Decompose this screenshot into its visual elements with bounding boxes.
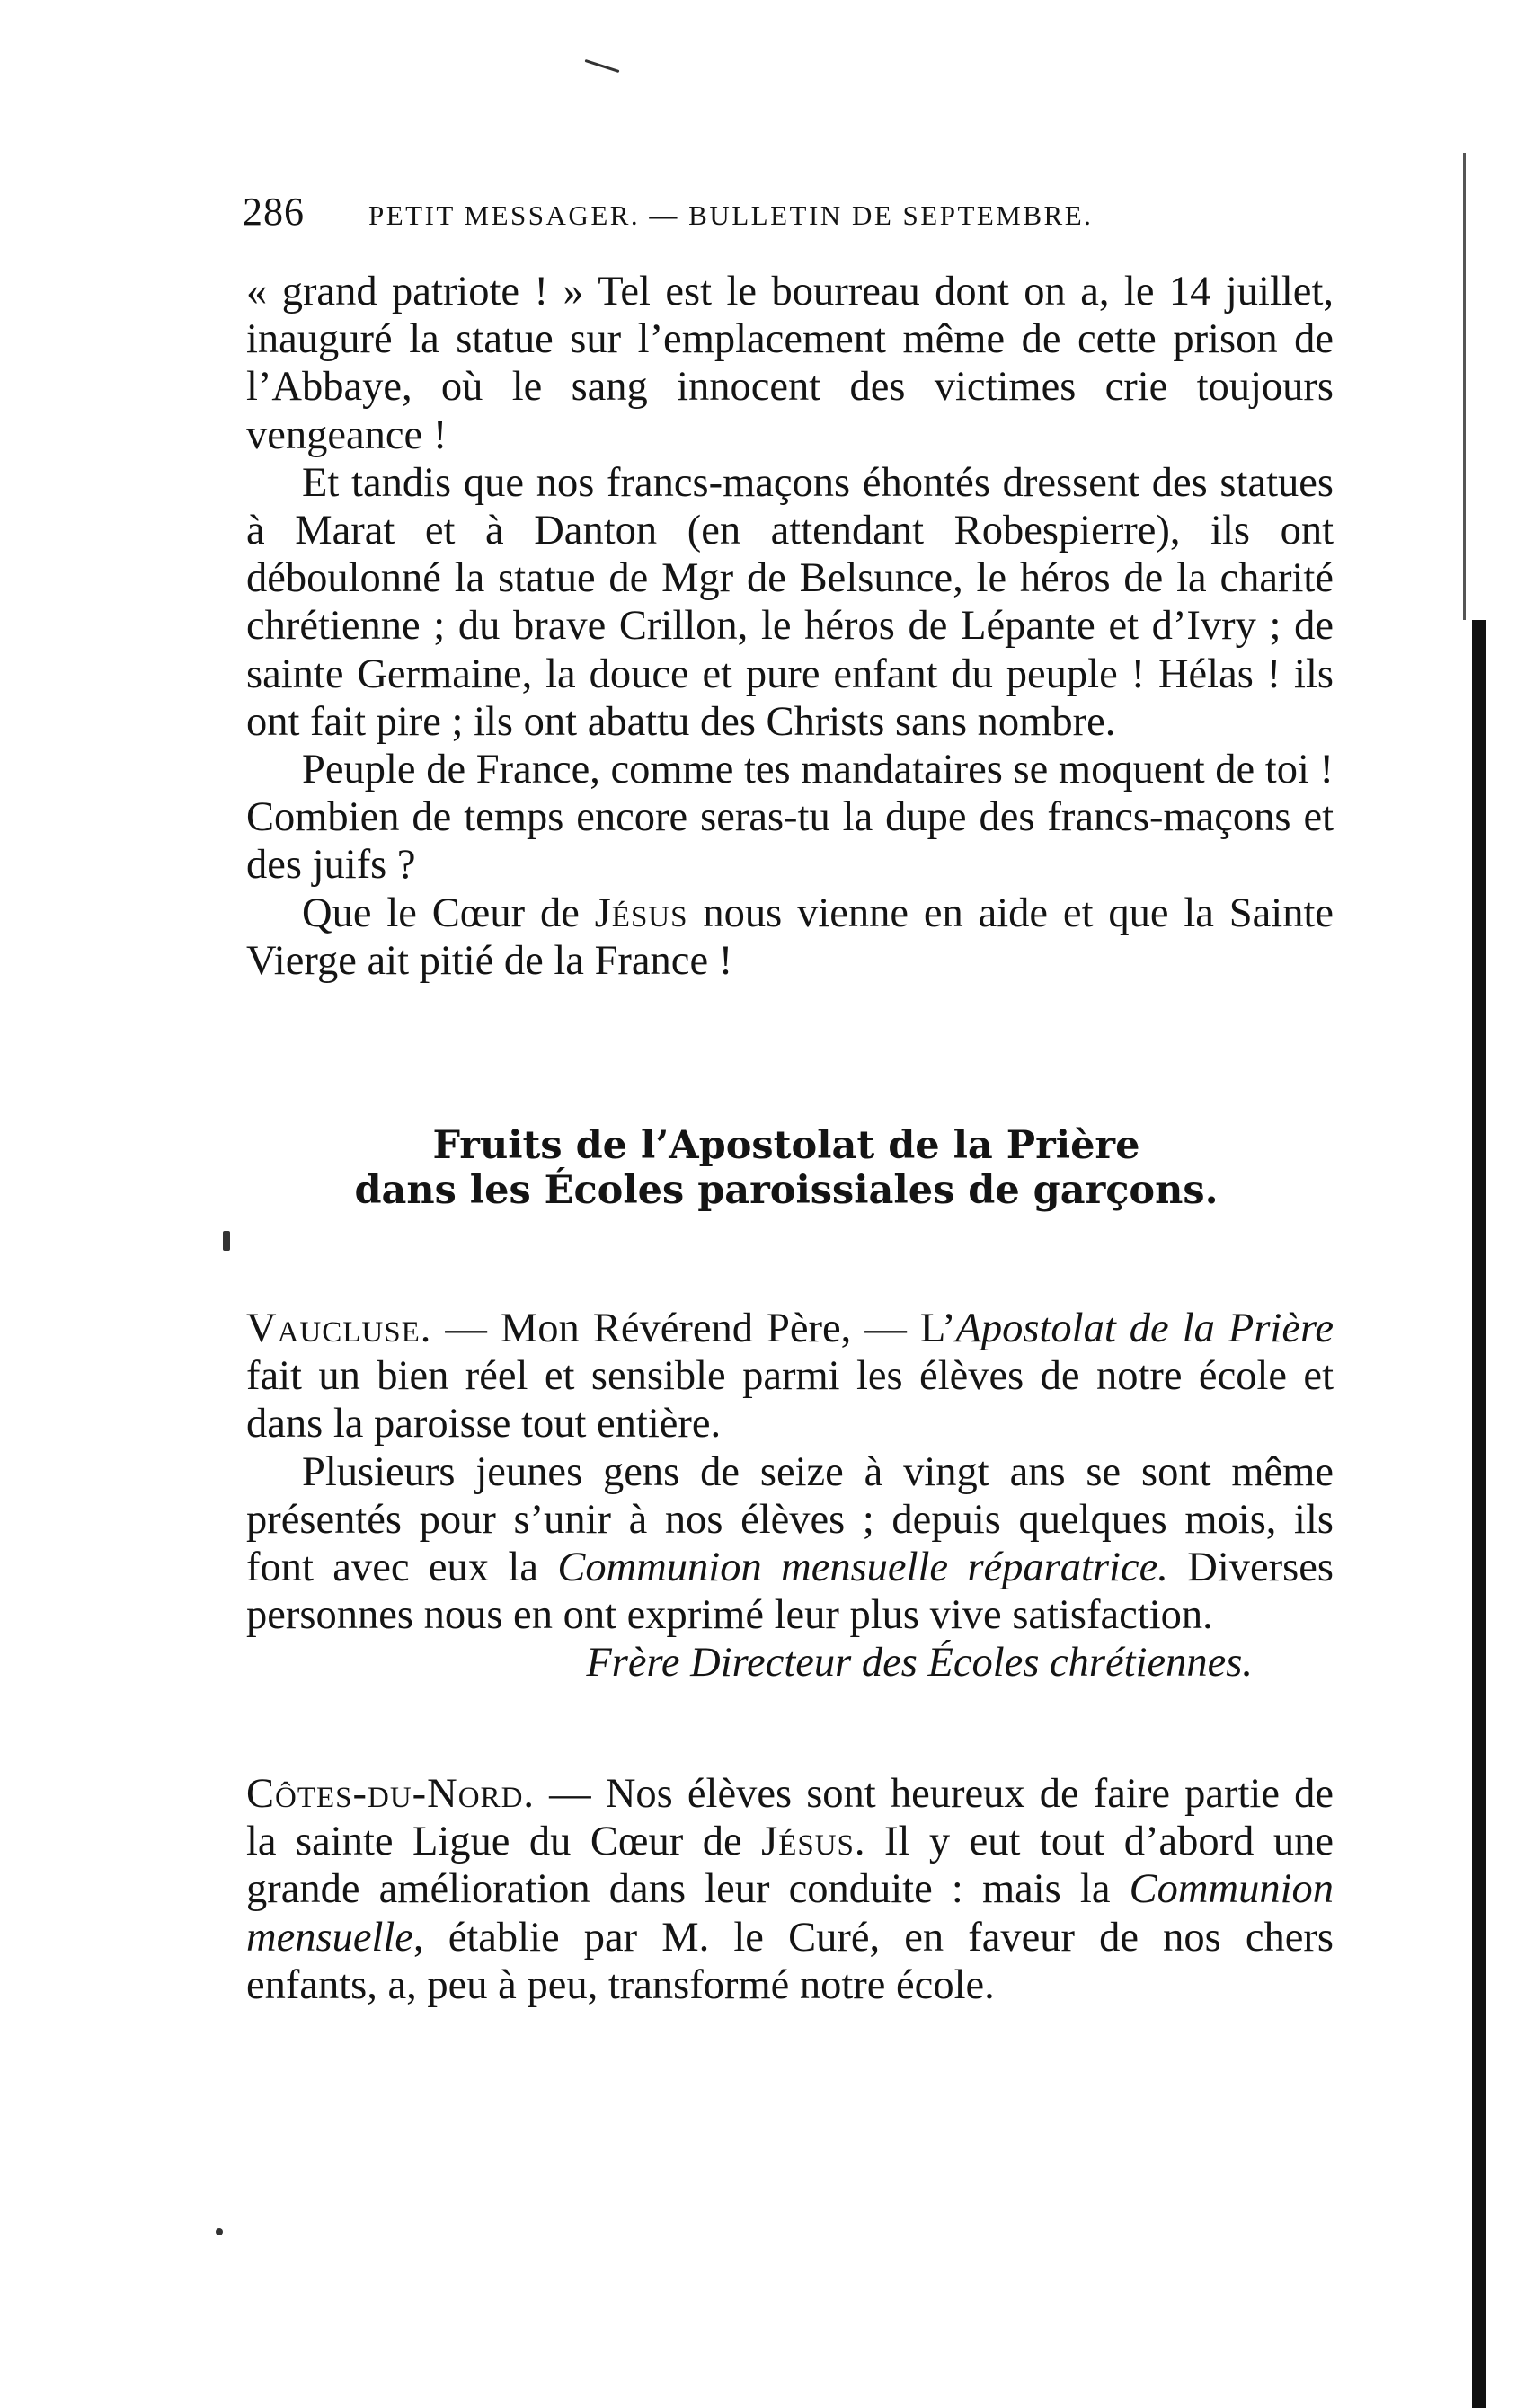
place-cotes-du-nord: Côtes-du-Nord.	[246, 1771, 536, 1817]
signature: Frère Directeur des Écoles chrétiennes.	[586, 1640, 1253, 1686]
vaucluse-text-3: Plusieurs jeunes gens de seize à vingt ans se sont même présentés pour s’unir à nos élèves ; depuis quelques mois, ils font avec eux la	[246, 1448, 1334, 1591]
running-title: PETIT MESSAGER. — BULLETIN DE SEPTEMBRE.	[368, 199, 1094, 231]
cotes-text-2: . Il y eut tout d’abord une grande amélioration dans leur conduite : mais la	[246, 1819, 1334, 1913]
vaucluse-paragraph-1	[246, 1305, 1334, 1448]
paragraph-4-end: nous vienne en aide et que la Sainte Vierge ait pitié de la France !	[246, 890, 1334, 984]
paragraph-3: Peuple de France, comme tes mandataires se moquent de toi ! Combien de temps encore seras-tu la dupe des francs-maçons et des juifs ?	[246, 747, 1334, 889]
vaucluse-paragraph-2	[246, 1448, 1334, 1640]
section-heading-line-1: Fruits de l’Apostolat de la Prière	[432, 1123, 1140, 1168]
scan-speck	[216, 2228, 223, 2235]
section-heading	[243, 1123, 1330, 1213]
paragraph-2: Et tandis que nos francs-maçons éhontés dressent des statues à Marat et à Danton (en attendant Robespierre), ils ont déboulonné la statue de Mgr de Belsunce, le héros de la charité chrétienne ; du brave Crillon, le héros de Lépante et d’Ivry ; de sainte Germaine, la douce et pure enfant du peuple ! Hélas ! ils ont fait pire ; ils ont abattu des Christs sans nombre.	[246, 459, 1334, 745]
vaucluse-text-2: fait un bien réel et sensible parmi les élèves de notre école et dans la paroisse tout entière.	[246, 1353, 1334, 1447]
cotes-emphasis: Communion mensuelle	[246, 1866, 1334, 1961]
vaucluse-emphasis-2: Communion mensuelle réparatrice.	[557, 1545, 1168, 1591]
scan-speck	[223, 1231, 230, 1251]
name-jesus: Jésus	[594, 890, 688, 936]
article-text	[246, 268, 1334, 985]
paragraph-4-start: Que le Cœur de	[302, 890, 595, 936]
letter-cotes-du-nord	[246, 1770, 1334, 2009]
vaucluse-text-1: — Mon Révérend Père, — L’	[431, 1306, 956, 1351]
letter-vaucluse	[246, 1305, 1334, 1687]
page-number: 286	[243, 190, 305, 234]
vaucluse-text-4: Diverses personnes nous en ont exprimé leur plus vive satisfaction.	[246, 1545, 1334, 1639]
paragraph-1: « grand patriote ! » Tel est le bourreau dont on a, le 14 juillet, inauguré la statue sur l’emplacement même de cette prison de l’Abbaye, où le sang innocent des victimes crie toujours vengeance !	[246, 269, 1334, 458]
scan-edge-shadow-top	[1463, 153, 1466, 620]
name-jesus-2: Jésus	[761, 1819, 855, 1865]
scan-speck	[585, 59, 620, 73]
paragraph-4	[246, 890, 1334, 985]
page-header	[243, 189, 1330, 243]
cotes-paragraph	[246, 1770, 1334, 2009]
section-heading-line-2: dans les Écoles paroissiales de garçons.	[354, 1168, 1219, 1213]
scan-edge-shadow	[1472, 620, 1486, 2408]
vaucluse-emphasis-1: Apostolat de la Prière	[955, 1306, 1334, 1351]
cotes-text-3: , établie par M. le Curé, en faveur de nos chers enfants, a, peu à peu, transformé notre école.	[246, 1914, 1334, 2008]
cotes-text-1: — Nos élèves sont heureux de faire partie de la sainte Ligue du Cœur de	[246, 1771, 1334, 1865]
place-vaucluse: Vaucluse.	[246, 1306, 432, 1351]
